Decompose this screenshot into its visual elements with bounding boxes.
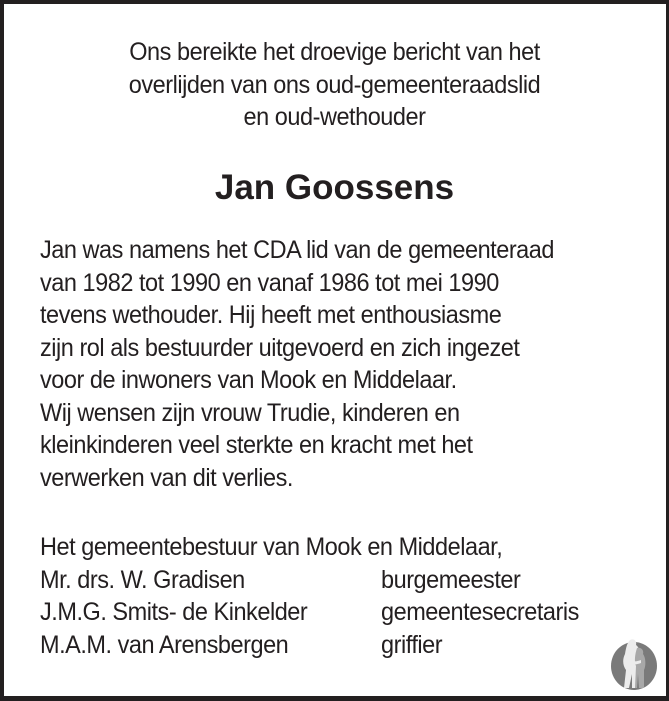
body-line: tevens wethouder. Hij heeft met enthousiasme bbox=[40, 301, 502, 329]
signatory-name: Mr. drs. W. Gradisen bbox=[40, 565, 245, 594]
body-text bbox=[40, 234, 587, 494]
deceased-name: Jan Goossens bbox=[214, 168, 455, 207]
body-line: van 1982 tot 1990 en vanaf 1986 tot mei 1990 bbox=[40, 268, 499, 297]
signatory-row bbox=[40, 629, 532, 662]
body-line: kleinkinderen veel sterkte en kracht met het bbox=[40, 431, 473, 459]
signatory-role: gemeentesecretaris bbox=[381, 598, 579, 626]
body-line: zijn rol als bestuurder uitgevoerd en zich ingezet bbox=[40, 333, 520, 362]
body-line: verwerken van dit verlies. bbox=[40, 463, 293, 492]
signatory-role: griffier bbox=[381, 630, 443, 659]
signatory-name: J.M.G. Smits- de Kinkelder bbox=[40, 598, 308, 626]
body-line: Jan was namens het CDA lid van de gemeenteraad bbox=[40, 236, 554, 264]
body-line: Wij wensen zijn vrouw Trudie, kinderen en bbox=[40, 398, 460, 427]
signatory-row bbox=[40, 596, 579, 629]
intro-line: Ons bereikte het droevige bericht van het bbox=[129, 38, 540, 66]
body-line: voor de inwoners van Mook en Middelaar. bbox=[40, 366, 457, 394]
signatory-name: M.A.M. van Arensbergen bbox=[40, 630, 289, 659]
intro-line: overlijden van ons oud-gemeenteraadslid bbox=[128, 70, 541, 99]
signature-heading: Het gemeentebestuur van Mook en Middelaar, bbox=[40, 533, 503, 561]
signatory-role: burgemeester bbox=[381, 565, 521, 594]
signatory-row bbox=[40, 564, 532, 597]
signature-block bbox=[40, 531, 579, 661]
embracing-figures-icon bbox=[610, 636, 658, 691]
intro-line: en oud-wethouder bbox=[243, 103, 426, 131]
intro-text bbox=[0, 36, 669, 134]
